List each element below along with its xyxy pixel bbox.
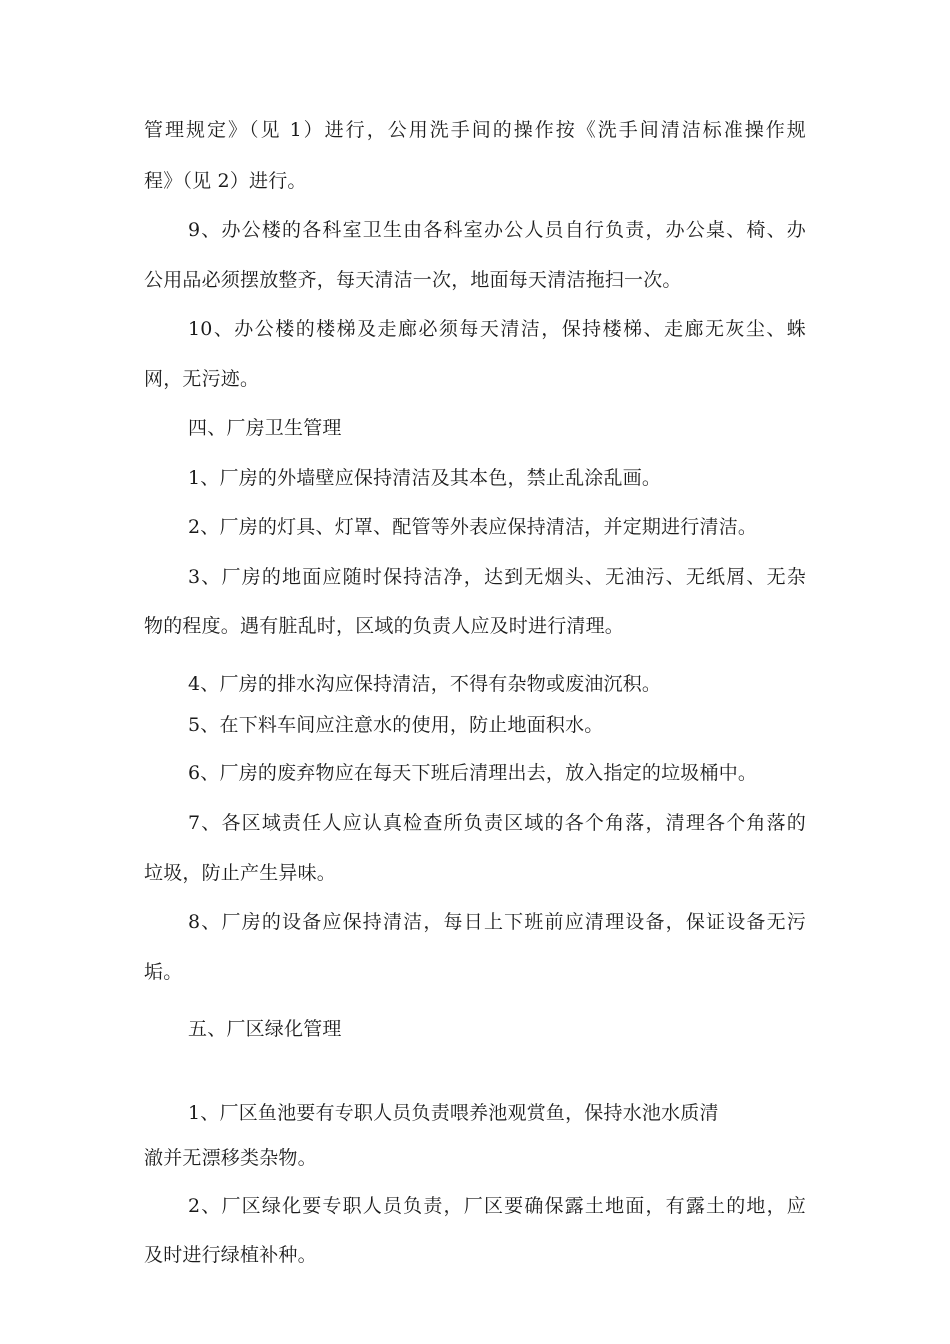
paragraph-line: 澈并无漂移类杂物。 <box>144 1147 317 1169</box>
paragraph-line: 网，无污迹。 <box>144 368 260 390</box>
paragraph-line: 4、厂房的排水沟应保持清洁，不得有杂物或废油沉积。 <box>188 673 662 695</box>
paragraph-line: 垢。 <box>144 961 183 983</box>
section-heading: 四、厂房卫生管理 <box>188 417 342 439</box>
paragraph-line: 及时进行绿植补种。 <box>144 1244 317 1266</box>
paragraph-line: 10、办公楼的楼梯及走廊必须每天清洁，保持楼梯、走廊无灰尘、蛛 <box>188 318 806 340</box>
paragraph-line: 6、厂房的废弃物应在每天下班后清理出去，放入指定的垃圾桶中。 <box>188 762 758 784</box>
paragraph-line: 2、厂区绿化要专职人员负责，厂区要确保露土地面，有露土的地，应 <box>188 1195 806 1217</box>
paragraph-line: 9、办公楼的各科室卫生由各科室办公人员自行负责，办公桌、椅、办 <box>188 219 806 241</box>
paragraph-line: 管理规定》（见 1）进行，公用洗手间的操作按《洗手间清洁标准操作规 <box>144 119 806 141</box>
paragraph-line: 3、厂房的地面应随时保持洁净，达到无烟头、无油污、无纸屑、无杂 <box>188 566 806 588</box>
paragraph-line: 8、厂房的设备应保持清洁，每日上下班前应清理设备，保证设备无污 <box>188 911 806 933</box>
paragraph-line: 公用品必须摆放整齐，每天清洁一次，地面每天清洁拖扫一次。 <box>144 269 682 291</box>
section-heading: 五、厂区绿化管理 <box>188 1018 342 1040</box>
paragraph-line: 2、厂房的灯具、灯罩、配管等外表应保持清洁，并定期进行清洁。 <box>188 516 758 538</box>
paragraph-line: 1、厂区鱼池要有专职人员负责喂养池观赏鱼，保持水池水质清 <box>188 1102 719 1124</box>
paragraph-line: 程》（见 2）进行。 <box>144 170 307 192</box>
paragraph-line: 物的程度。遇有脏乱时，区域的负责人应及时进行清理。 <box>144 615 625 637</box>
paragraph-line: 7、各区域责任人应认真检查所负责区域的各个角落，清理各个角落的 <box>188 812 806 834</box>
paragraph-line: 垃圾，防止产生异味。 <box>144 862 337 884</box>
paragraph-line: 1、厂房的外墙壁应保持清洁及其本色，禁止乱涂乱画。 <box>188 467 662 489</box>
paragraph-line: 5、在下料车间应注意水的使用，防止地面积水。 <box>188 714 604 736</box>
